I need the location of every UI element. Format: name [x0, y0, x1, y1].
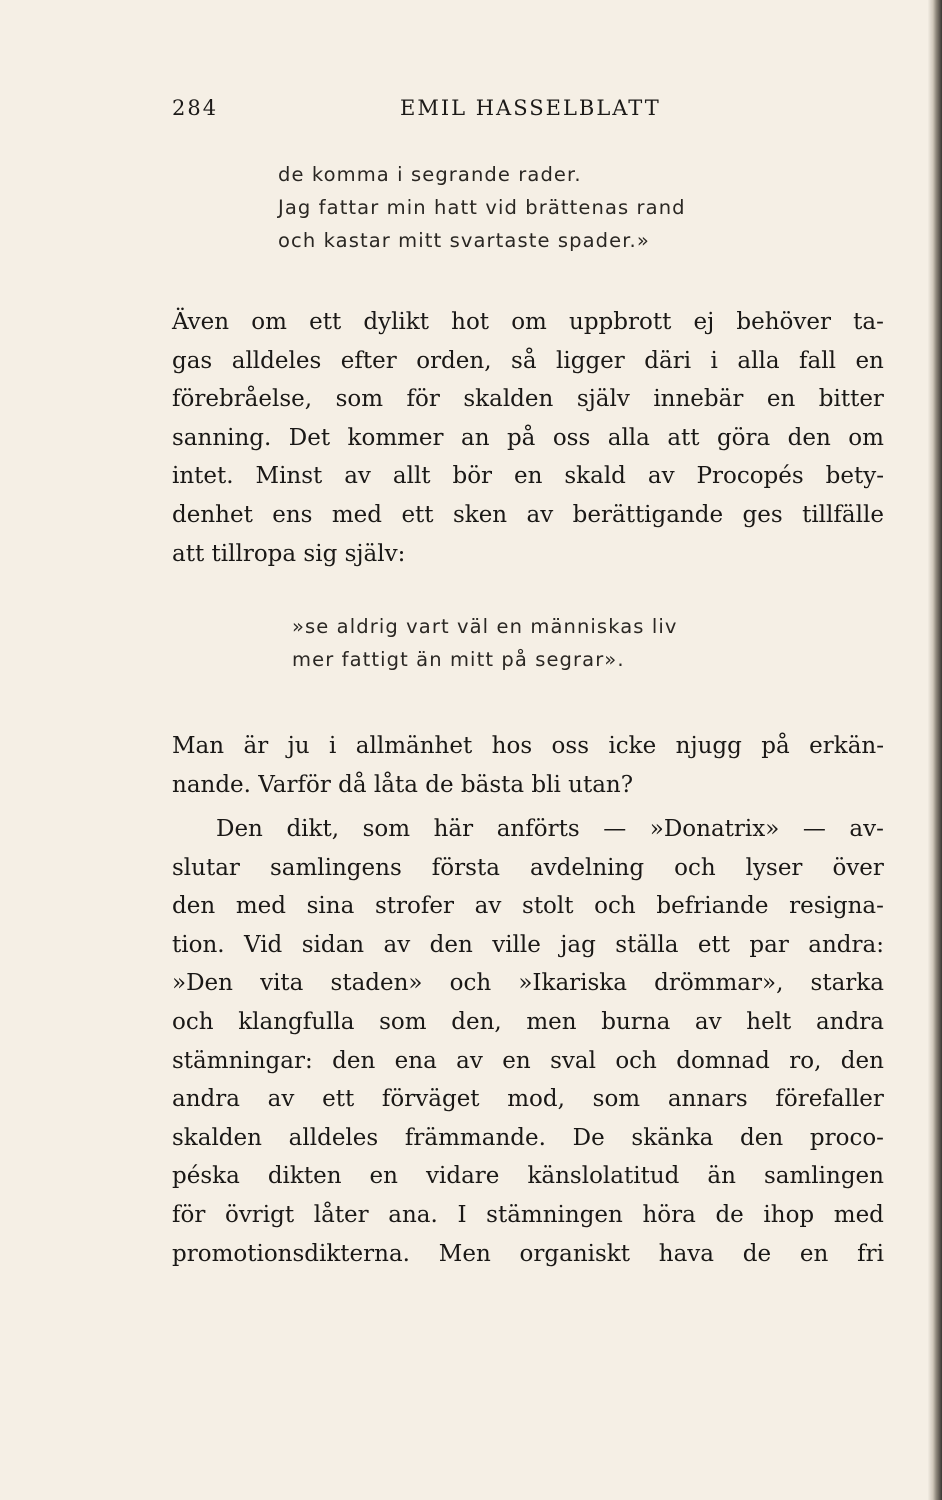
paragraph-3	[172, 810, 884, 1273]
paragraph-2	[172, 727, 884, 804]
verse-line: Jag fattar min hatt vid brättenas rand	[278, 196, 686, 219]
verse-line: och kastar mitt svartaste spader.»	[278, 229, 650, 252]
text-line: promotionsdikterna. Men organiskt hava de en fri	[172, 1240, 884, 1267]
text-line: nande. Varför då låta de bästa bli utan?	[172, 771, 634, 798]
text-line: förebråelse, som för skalden själv innebär en bitter	[172, 386, 884, 413]
text-line: sanning. Det kommer an på oss alla att göra den om	[172, 424, 884, 451]
verse-quote-middle	[292, 610, 678, 676]
text-line: för övrigt låter ana. I stämningen höra de ihop med	[172, 1201, 884, 1228]
text-line: péska dikten en vidare känslolatitud än samlingen	[172, 1163, 884, 1190]
verse-line: de komma i segrande rader.	[278, 163, 582, 186]
text-line: Även om ett dylikt hot om uppbrott ej behöver ta-	[172, 309, 884, 335]
paragraph-1	[172, 303, 884, 573]
text-line: Den dikt, som här anförts — »Donatrix» — av-	[216, 816, 884, 842]
verse-line: mer fattigt än mitt på segrar».	[292, 648, 625, 671]
text-line: den med sina strofer av stolt och befriande resigna-	[172, 893, 884, 920]
text-line: gas alldeles efter orden, så ligger däri i alla fall en	[172, 347, 884, 374]
text-line: stämningar: den ena av en sval och domnad ro, den	[172, 1047, 884, 1074]
text-line: denhet ens med ett sken av berättigande ges tillfälle	[172, 501, 884, 528]
page-number: 284	[172, 96, 219, 120]
text-line: slutar samlingens första avdelning och lyser över	[172, 854, 884, 881]
running-title: EMIL HASSELBLATT	[400, 96, 661, 120]
page-edge-shadow	[928, 0, 942, 1500]
running-header	[172, 96, 882, 128]
text-line: skalden alldeles främmande. De skänka den proco-	[172, 1124, 884, 1151]
text-line: och klangfulla som den, men burna av helt andra	[172, 1008, 884, 1035]
text-line: andra av ett förväget mod, som annars förefaller	[172, 1086, 884, 1113]
verse-quote-top	[278, 158, 686, 257]
text-line: »Den vita staden» och »Ikariska drömmar», starka	[172, 970, 884, 997]
text-line: tion. Vid sidan av den ville jag ställa ett par andra:	[172, 931, 884, 958]
text-line: att tillropa sig själv:	[172, 540, 406, 567]
text-line: intet. Minst av allt bör en skald av Procopés bety-	[172, 463, 884, 490]
verse-line: »se aldrig vart väl en människas liv	[292, 615, 678, 638]
text-line: Man är ju i allmänhet hos oss icke njugg på erkän-	[172, 733, 884, 759]
